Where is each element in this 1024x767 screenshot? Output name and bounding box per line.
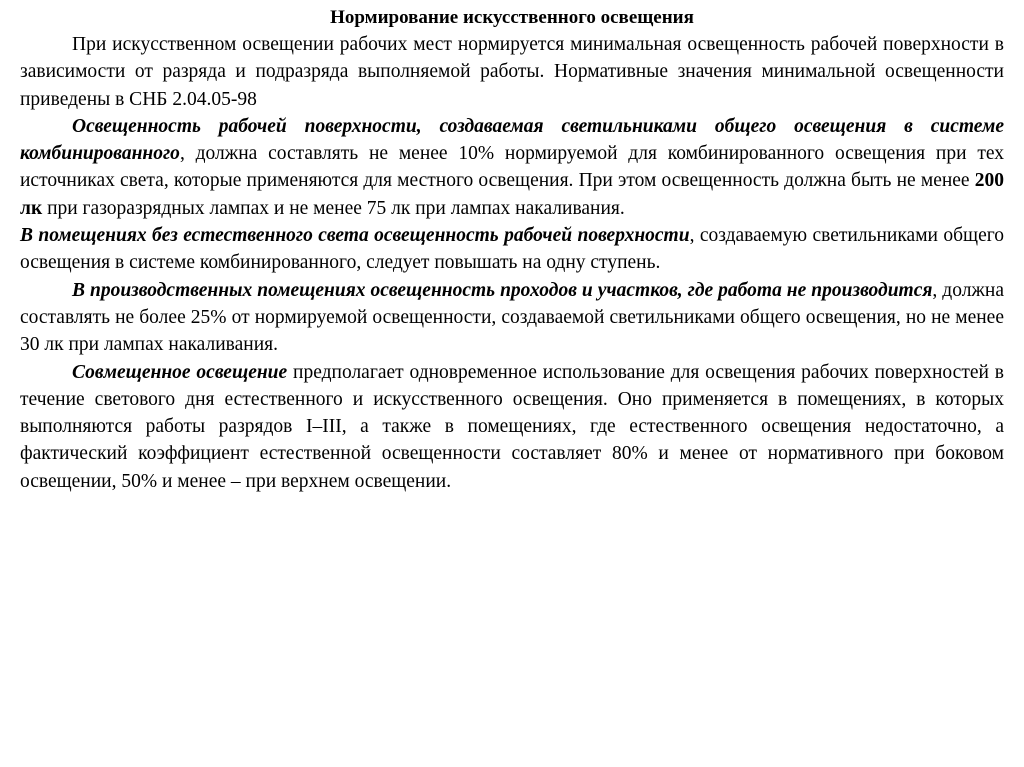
text-no-daylight: , создаваемую светильниками общего освещения в системе комбинированного, следует повышать на одну ступень. [20,225,1004,274]
illuminance-value-bold: 200 лк [20,170,1004,219]
emphasis-combined-general: Освещенность рабочей поверхности, создаваемая светильниками общего освещения в системе комбинированного [20,115,1004,165]
document-page [20,4,1004,495]
paragraph-passages-illumination [20,277,1004,359]
text-combined-general-a: , должна составлять не менее 10% нормируемой для комбинированного освещения при тех источниках света, которые применяются для местного освещения. При этом освещенность должна быть не менее [20,143,1004,192]
paragraph-combined-general-lighting [20,113,1004,222]
paragraph-no-daylight-rooms [20,222,1004,277]
emphasis-passages: В производственных помещениях освещенность проходов и участков, где работа не производится [72,279,933,301]
document-title: Нормирование искусственного освещения [330,7,694,28]
text-combined-lighting: предполагает одновременное использование для освещения рабочих поверхностей в течение светового дня естественного и искусственного освещения. Оно применяется в помещениях, в которых выполняются работы разрядов I–III, а также в помещениях, где естественного освещения недостаточно, а фактический коэффициент естественной освещенности составляет 80% и менее от нормативного при боковом освещении, 50% и менее – при верхнем освещении. [20,361,1004,492]
paragraph-combined-lighting [20,359,1004,495]
text-combined-general-b: при газоразрядных лампах и не менее 75 лк при лампах накаливания. [42,197,625,219]
paragraph-general-norms: При искусственном освещении рабочих мест нормируется минимальная освещенность рабочей поверхности в зависимости от разряда и подразряда выполняемой работы. Нормативные значения минимальной освещенности приведены в СНБ 2.04.05-98 [20,34,1004,110]
emphasis-no-daylight: В помещениях без естественного света освещенность рабочей поверхности [20,225,690,247]
emphasis-combined-lighting: Совмещенное освещение [72,361,288,383]
text-passages: , должна составлять не более 25% от нормируемой освещенности, создаваемой светильниками общего освещения, но не менее 30 лк при лампах накаливания. [20,279,1004,356]
